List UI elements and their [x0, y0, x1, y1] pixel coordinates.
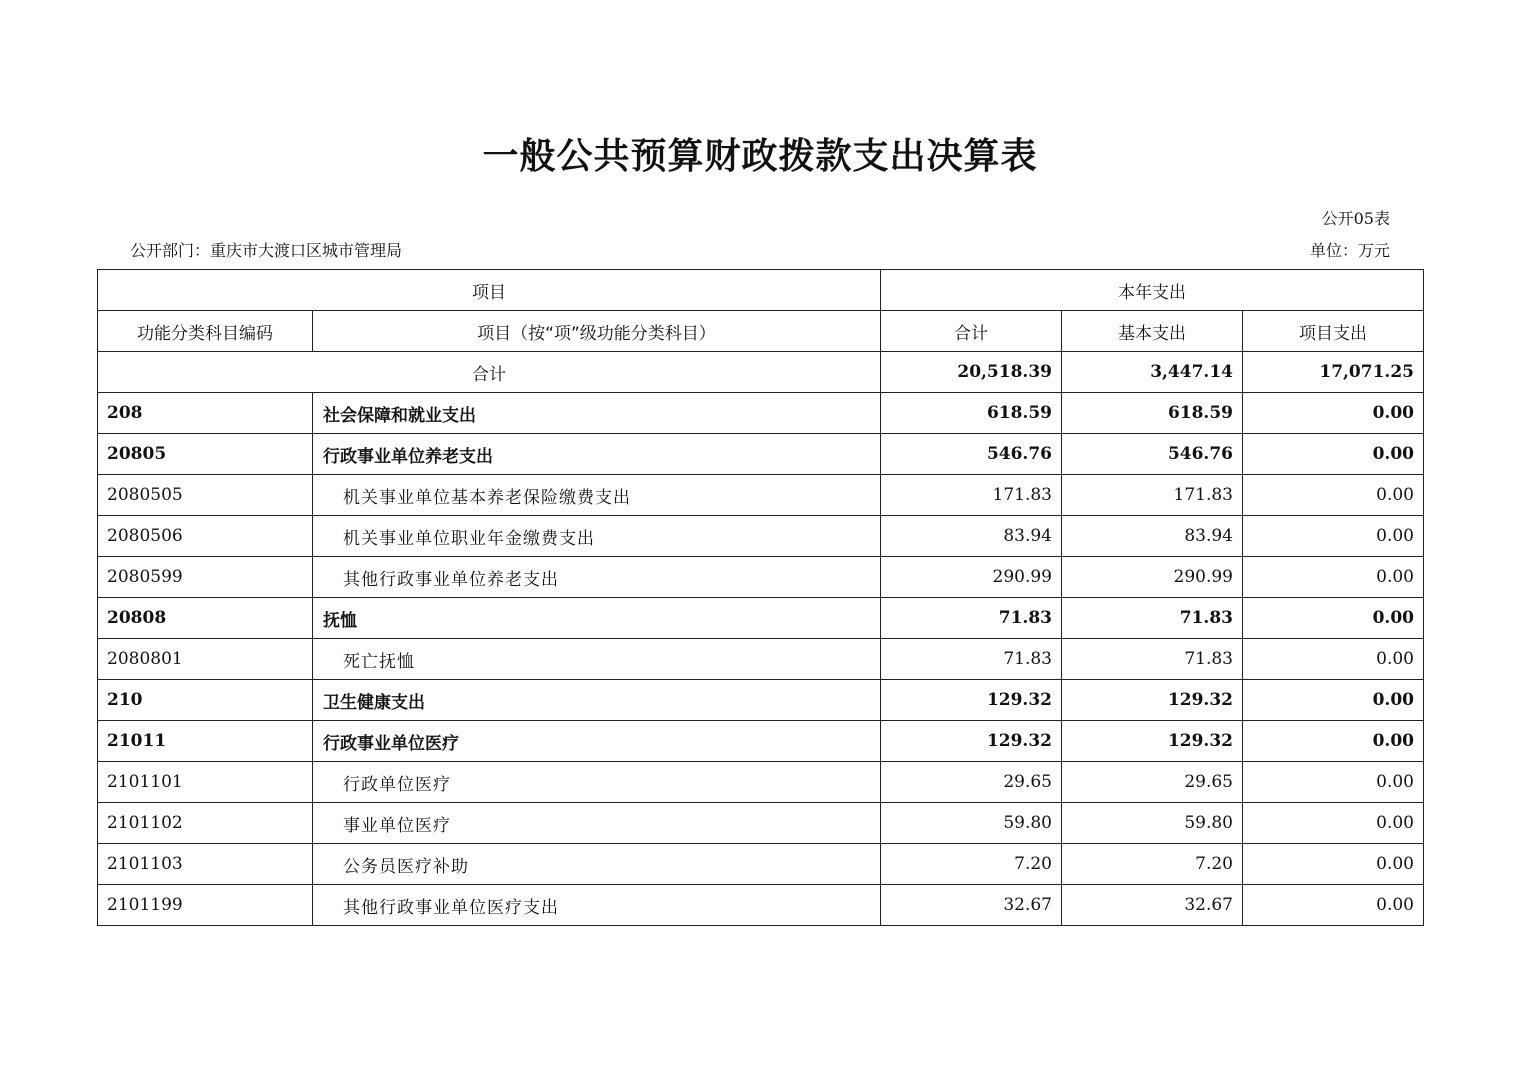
- row-name: 事业单位医疗: [313, 803, 881, 844]
- row-name: 抚恤: [313, 598, 881, 639]
- summary-total: 20,518.39: [881, 352, 1062, 393]
- row-basic: 32.67: [1062, 885, 1243, 926]
- header-item: 项目（按“项”级功能分类科目）: [313, 311, 881, 352]
- table-row: [98, 557, 1424, 598]
- row-code: 2080506: [98, 516, 313, 557]
- row-name: 机关事业单位基本养老保险缴费支出: [313, 475, 881, 516]
- row-project: 0.00: [1243, 680, 1424, 721]
- table-row: [98, 680, 1424, 721]
- row-total: 32.67: [881, 885, 1062, 926]
- row-name: 公务员医疗补助: [313, 844, 881, 885]
- row-project: 0.00: [1243, 393, 1424, 434]
- row-basic: 59.80: [1062, 803, 1243, 844]
- table-row: [98, 598, 1424, 639]
- row-code: 20808: [98, 598, 313, 639]
- row-project: 0.00: [1243, 639, 1424, 680]
- row-basic: 29.65: [1062, 762, 1243, 803]
- row-name: 其他行政事业单位养老支出: [313, 557, 881, 598]
- header-total: 合计: [881, 311, 1062, 352]
- row-total: 59.80: [881, 803, 1062, 844]
- table-row: [98, 639, 1424, 680]
- header-row-2: [98, 311, 1424, 352]
- row-basic: 171.83: [1062, 475, 1243, 516]
- row-basic: 129.32: [1062, 721, 1243, 762]
- row-name: 其他行政事业单位医疗支出: [313, 885, 881, 926]
- table-number: 公开05表: [1321, 209, 1390, 228]
- row-name: 行政事业单位养老支出: [313, 434, 881, 475]
- table-row: [98, 844, 1424, 885]
- row-project: 0.00: [1243, 721, 1424, 762]
- row-basic: 129.32: [1062, 680, 1243, 721]
- row-project: 0.00: [1243, 844, 1424, 885]
- row-code: 2101101: [98, 762, 313, 803]
- row-basic: 290.99: [1062, 557, 1243, 598]
- table-row: [98, 516, 1424, 557]
- row-project: 0.00: [1243, 598, 1424, 639]
- table-row: [98, 803, 1424, 844]
- row-total: 171.83: [881, 475, 1062, 516]
- row-total: 7.20: [881, 844, 1062, 885]
- row-project: 0.00: [1243, 762, 1424, 803]
- row-code: 2080505: [98, 475, 313, 516]
- row-basic: 71.83: [1062, 598, 1243, 639]
- row-basic: 71.83: [1062, 639, 1243, 680]
- department-label: 公开部门：重庆市大渡口区城市管理局: [130, 241, 403, 260]
- row-basic: 546.76: [1062, 434, 1243, 475]
- row-code: 21011: [98, 721, 313, 762]
- row-basic: 7.20: [1062, 844, 1243, 885]
- row-name: 行政事业单位医疗: [313, 721, 881, 762]
- header-row-1: [98, 270, 1424, 311]
- summary-project: 17,071.25: [1243, 352, 1424, 393]
- row-project: 0.00: [1243, 803, 1424, 844]
- row-code: 210: [98, 680, 313, 721]
- row-code: 2101102: [98, 803, 313, 844]
- row-name: 社会保障和就业支出: [313, 393, 881, 434]
- page-title: 一般公共预算财政拨款支出决算表: [482, 136, 1038, 177]
- table-row: [98, 885, 1424, 926]
- table-row: [98, 762, 1424, 803]
- row-total: 71.83: [881, 598, 1062, 639]
- row-total: 129.32: [881, 721, 1062, 762]
- row-total: 129.32: [881, 680, 1062, 721]
- row-code: 2101103: [98, 844, 313, 885]
- row-name: 机关事业单位职业年金缴费支出: [313, 516, 881, 557]
- row-project: 0.00: [1243, 885, 1424, 926]
- unit-label: 单位：万元: [1309, 241, 1390, 260]
- table-row: [98, 393, 1424, 434]
- row-name: 死亡抚恤: [313, 639, 881, 680]
- row-code: 2080801: [98, 639, 313, 680]
- table-row: [98, 721, 1424, 762]
- row-total: 290.99: [881, 557, 1062, 598]
- header-project-exp: 项目支出: [1243, 311, 1424, 352]
- header-code: 功能分类科目编码: [98, 311, 313, 352]
- table-row: [98, 475, 1424, 516]
- row-project: 0.00: [1243, 475, 1424, 516]
- row-name: 行政单位医疗: [313, 762, 881, 803]
- summary-basic: 3,447.14: [1062, 352, 1243, 393]
- row-total: 71.83: [881, 639, 1062, 680]
- header-basic: 基本支出: [1062, 311, 1243, 352]
- row-code: 2101199: [98, 885, 313, 926]
- expenditure-table: [97, 269, 1424, 926]
- header-project: 项目: [98, 270, 881, 311]
- row-code: 20805: [98, 434, 313, 475]
- summary-label: 合计: [98, 352, 881, 393]
- row-total: 83.94: [881, 516, 1062, 557]
- row-total: 29.65: [881, 762, 1062, 803]
- row-name: 卫生健康支出: [313, 680, 881, 721]
- row-project: 0.00: [1243, 434, 1424, 475]
- row-basic: 618.59: [1062, 393, 1243, 434]
- summary-row: [98, 352, 1424, 393]
- table-row: [98, 434, 1424, 475]
- header-current-year: 本年支出: [881, 270, 1424, 311]
- row-total: 546.76: [881, 434, 1062, 475]
- row-code: 208: [98, 393, 313, 434]
- row-project: 0.00: [1243, 516, 1424, 557]
- row-project: 0.00: [1243, 557, 1424, 598]
- row-total: 618.59: [881, 393, 1062, 434]
- row-code: 2080599: [98, 557, 313, 598]
- row-basic: 83.94: [1062, 516, 1243, 557]
